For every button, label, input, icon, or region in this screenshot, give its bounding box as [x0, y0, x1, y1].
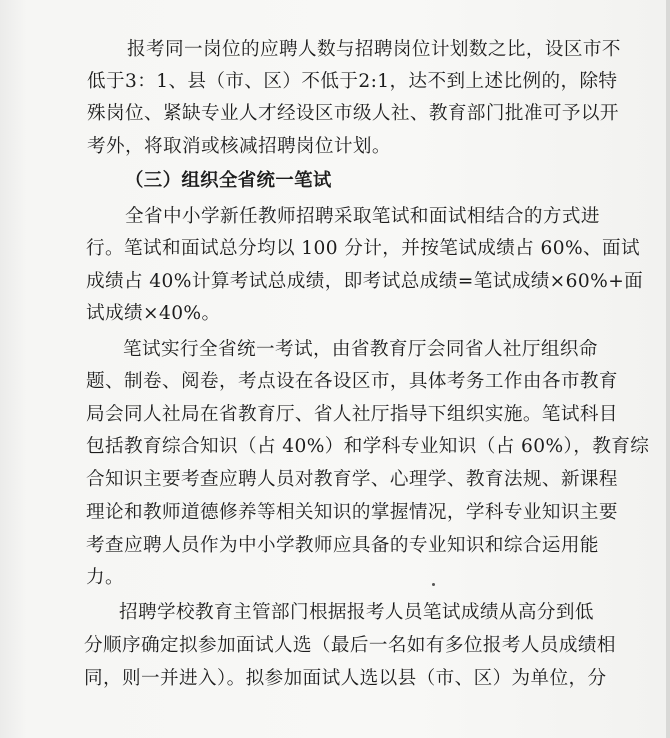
paragraph-line: 全省中小学新任教师招聘采取笔试和面试相结合的方式进	[125, 206, 600, 227]
page-edge	[666, 0, 670, 738]
paragraph-line: 考外，将取消或核减招聘岗位计划。	[87, 136, 391, 157]
paragraph-line: 殊岗位、紧缺专业人才经设区市级人社、教育部门批准可予以开	[87, 103, 619, 124]
paragraph-line: 合知识主要考查应聘人员对教育学、心理学、教育法规、新课程	[86, 469, 618, 490]
paragraph-line: 低于3：1、县（市、区）不低于2:1，达不到上述比例的，除特	[87, 71, 618, 92]
paragraph-line: 题、制卷、阅卷，考点设在各设区市，具体考务工作由各市教育	[86, 371, 618, 392]
paragraph-line: 成绩占 40%计算考试总成绩，即考试总成绩=笔试成绩×60%+面	[86, 271, 644, 292]
scan-speck	[432, 583, 435, 586]
paragraph-line: 分顺序确定拟参加面试人选（最后一名如有多位报考人员成绩相	[84, 635, 616, 656]
paragraph-line: 笔试实行全省统一考试，由省教育厅会同省人社厅组织命	[123, 339, 598, 360]
paragraph-line: 局会同人社局在省教育厅、省人社厅指导下组织实施。笔试科目	[86, 404, 618, 425]
paragraph-line: 包括教育综合知识（占 40%）和学科专业知识（占 60%），教育综	[86, 436, 650, 457]
paragraph-line: 理论和教师道德修养等相关知识的掌握情况，学科专业知识主要	[86, 502, 618, 523]
paragraph-line: 力。	[86, 567, 124, 588]
paragraph-line: 招聘学校教育主管部门根据报考人员笔试成绩从高分到低	[119, 602, 594, 623]
paragraph-line: 同，则一并进入）。拟参加面试人选以县（市、区）为单位，分	[84, 668, 607, 689]
section-heading: （三）组织全省统一笔试	[125, 170, 332, 191]
paragraph-line: 行。笔试和面试总分均以 100 分计，并按笔试成绩占 60%、面试	[86, 238, 640, 259]
paragraph-line: 试成绩×40%。	[86, 303, 221, 324]
paragraph-line: 考查应聘人员作为中小学教师应具备的专业知识和综合运用能	[86, 535, 599, 556]
paragraph-line: 报考同一岗位的应聘人数与招聘岗位计划数之比，设区市不	[127, 39, 621, 60]
